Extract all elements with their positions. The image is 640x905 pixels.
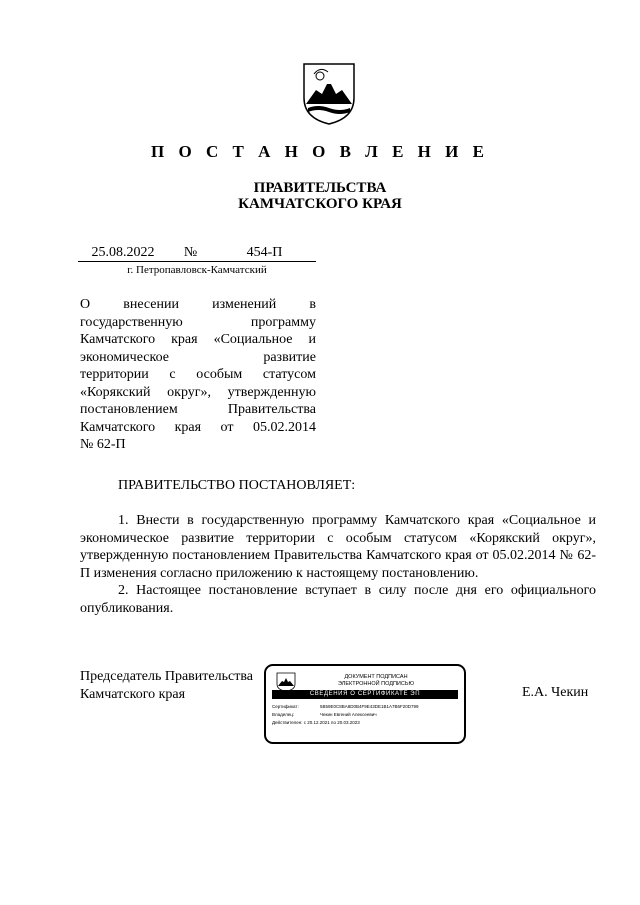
subject-line: Камчатского края от 05.02.2014 bbox=[80, 419, 316, 435]
cert-value: 5B59E0C8BA8D0B4F9E43DE1B1A7B6F20D799 bbox=[320, 704, 419, 709]
stamp-cert-row bbox=[272, 704, 419, 709]
document-date: 25.08.2022 bbox=[91, 245, 155, 260]
subject-line: О внесении изменений в bbox=[80, 297, 316, 312]
subject-line: Камчатского края «Социальное и bbox=[80, 332, 316, 347]
owner-label: Владелец: bbox=[272, 712, 295, 717]
valid-value: с 20.12.2021 по 20.03.2023 bbox=[303, 720, 360, 725]
stamp-owner-row bbox=[272, 712, 377, 717]
document-title: П О С Т А Н О В Л Е Н И Е bbox=[151, 142, 489, 161]
subject-line: «Корякский округ», утвержденную bbox=[80, 384, 316, 400]
issuer-line-1: ПРАВИТЕЛЬСТВА bbox=[253, 180, 387, 196]
issuer-block bbox=[0, 180, 640, 212]
signatory-name: Е.А. Чекин bbox=[522, 685, 589, 700]
subject-line: экономическое развитие bbox=[80, 349, 316, 365]
document-city: г. Петропавловск-Камчатский bbox=[127, 264, 267, 276]
stamp-bar: СВЕДЕНИЯ О СЕРТИФИКАТЕ ЭП bbox=[272, 690, 458, 699]
signatory-position bbox=[80, 668, 253, 704]
issuer-line-2: КАМЧАТСКОГО КРАЯ bbox=[238, 196, 402, 212]
position-line-2: Камчатского края bbox=[80, 687, 186, 702]
emblem-icon bbox=[300, 60, 358, 126]
cert-label: Сертификат: bbox=[272, 704, 299, 709]
stamp-valid-row bbox=[272, 720, 360, 725]
owner-value: Чекин Евгений Алексеевич bbox=[320, 712, 377, 717]
document-subject bbox=[80, 296, 316, 454]
number-sign: № bbox=[183, 245, 198, 260]
document-meta bbox=[78, 240, 316, 276]
subject-line: № 62-П bbox=[80, 437, 126, 452]
subject-line: территории с особым статусом bbox=[80, 367, 316, 382]
stamp-emblem-icon bbox=[276, 672, 296, 692]
subject-line: постановлением Правительства bbox=[80, 402, 316, 417]
paragraph: 1. Внести в государственную программу Камчатского края «Социальное и экономическое развитие территории с особым статусом «Корякский округ», утвержденную постановлением Правительства Камчатского края от 05.02.2014 № 62-П изменения согласно приложению к настоящему постановлению. bbox=[80, 513, 596, 581]
paragraph: 2. Настоящее постановление вступает в силу после дня его официального опубликования. bbox=[80, 583, 596, 616]
position-line-1: Председатель Правительства bbox=[80, 669, 253, 684]
resolve-heading: ПРАВИТЕЛЬСТВО ПОСТАНОВЛЯЕТ: bbox=[118, 478, 356, 493]
stamp-line-1: ДОКУМЕНТ ПОДПИСАН bbox=[344, 674, 408, 680]
document-body bbox=[80, 512, 596, 617]
valid-label: Действителен: bbox=[272, 720, 303, 725]
stamp-line-2: ЭЛЕКТРОННОЙ ПОДПИСЬЮ bbox=[337, 681, 415, 687]
subject-line: государственную программу bbox=[80, 314, 316, 330]
electronic-signature-stamp bbox=[264, 664, 466, 744]
document-number: 454-П bbox=[246, 245, 283, 260]
